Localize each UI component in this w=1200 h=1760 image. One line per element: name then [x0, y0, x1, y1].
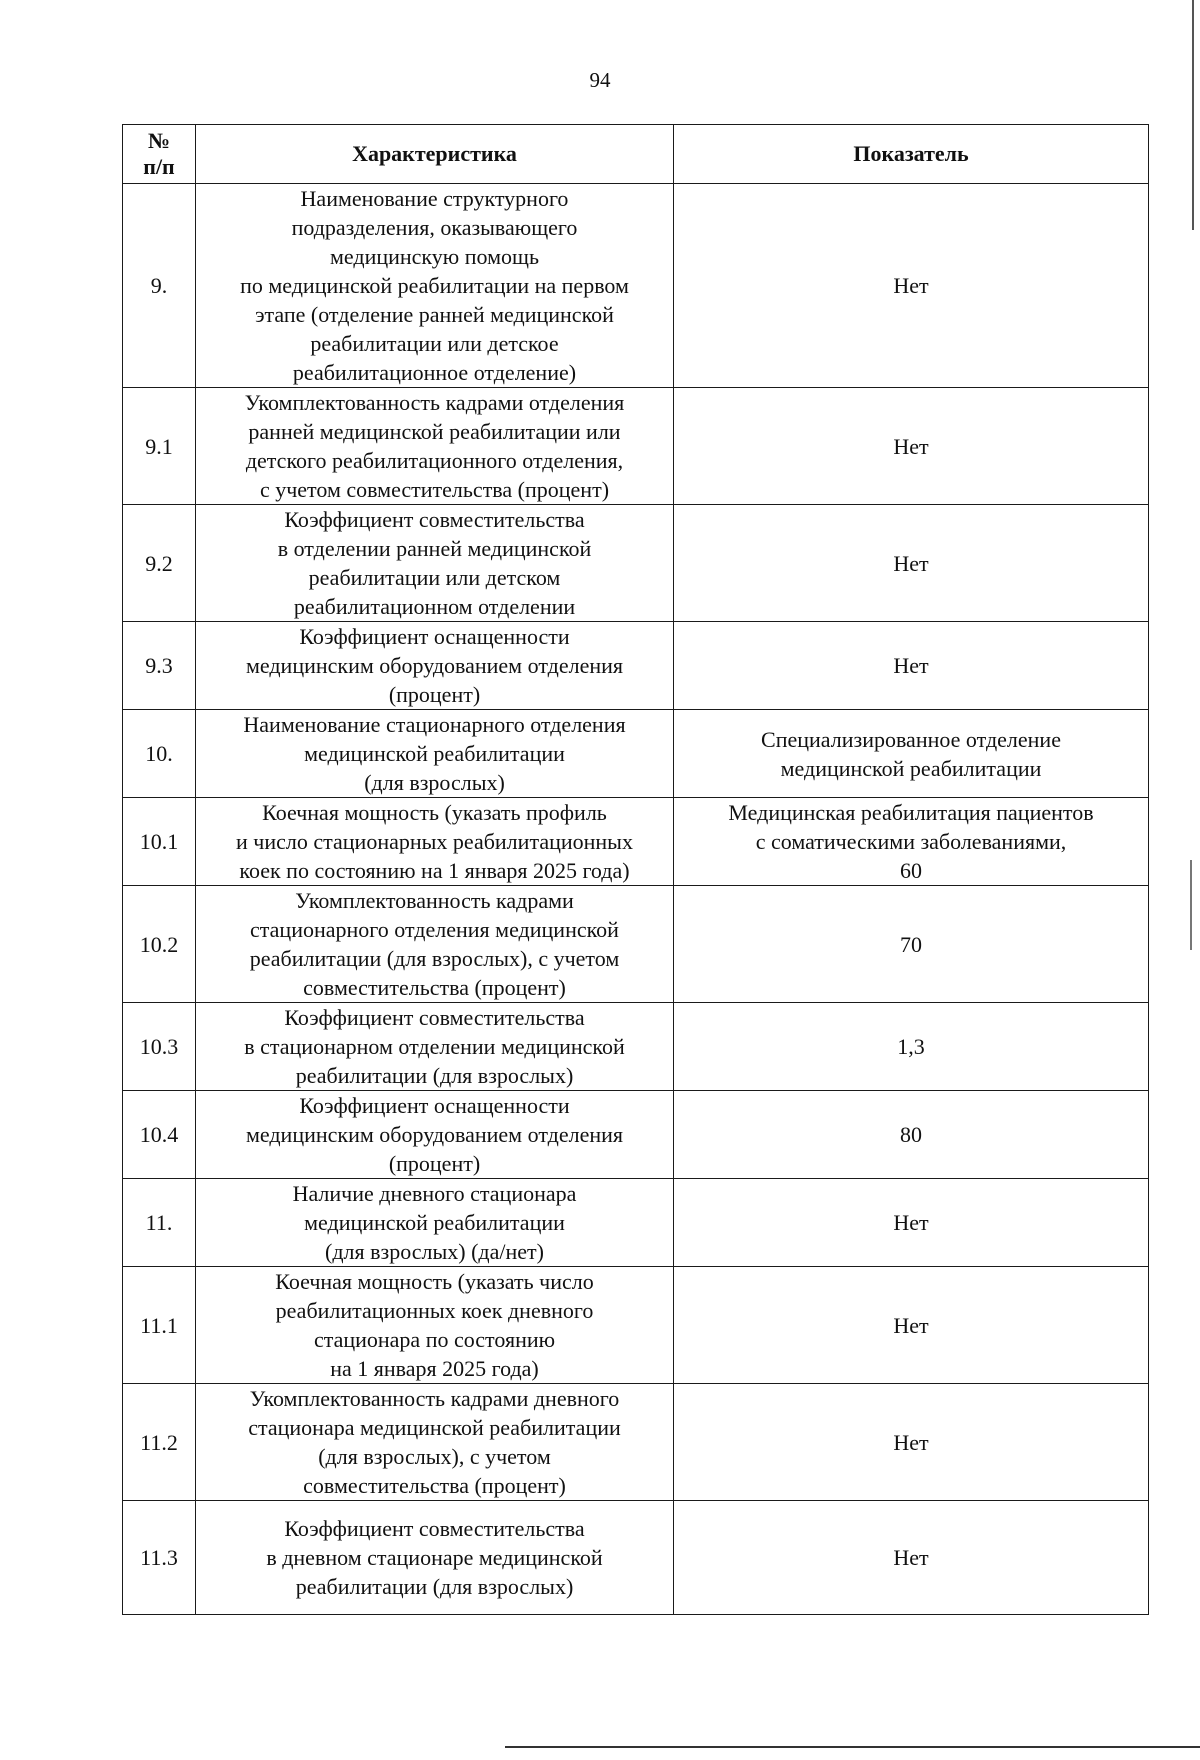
table-row — [123, 1267, 1149, 1384]
table-row — [123, 505, 1149, 622]
header-value: Показатель — [674, 125, 1149, 184]
row-value: Нет — [674, 184, 1149, 388]
table-header-row — [123, 125, 1149, 184]
row-characteristic: Коэффициент совместительства в дневном стационаре медицинской реабилитации (для взрослых) — [196, 1501, 674, 1615]
table-row — [123, 798, 1149, 886]
row-num: 10.2 — [123, 886, 196, 1003]
row-value: 1,3 — [674, 1003, 1149, 1091]
table-row — [123, 1003, 1149, 1091]
row-value: 80 — [674, 1091, 1149, 1179]
table-row — [123, 1501, 1149, 1615]
row-characteristic: Коечная мощность (указать профиль и число стационарных реабилитационных коек по состоянию на 1 января 2025 года) — [196, 798, 674, 886]
table-row — [123, 886, 1149, 1003]
row-value: Медицинская реабилитация пациентов с соматическими заболеваниями, 60 — [674, 798, 1149, 886]
row-characteristic: Коэффициент оснащенности медицинским оборудованием отделения (процент) — [196, 622, 674, 710]
row-value: Нет — [674, 1501, 1149, 1615]
scan-edge-line — [1192, 0, 1194, 230]
row-num: 10.3 — [123, 1003, 196, 1091]
row-num: 11.2 — [123, 1384, 196, 1501]
row-value: Нет — [674, 388, 1149, 505]
row-characteristic: Коэффициент совместительства в отделении ранней медицинской реабилитации или детском реабилитационном отделении — [196, 505, 674, 622]
row-num: 10.4 — [123, 1091, 196, 1179]
row-characteristic: Наличие дневного стационара медицинской реабилитации (для взрослых) (да/нет) — [196, 1179, 674, 1267]
row-num: 10.1 — [123, 798, 196, 886]
row-value: Специализированное отделение медицинской реабилитации — [674, 710, 1149, 798]
page-number: 94 — [589, 68, 611, 92]
row-value: Нет — [674, 622, 1149, 710]
row-num: 11.1 — [123, 1267, 196, 1384]
table-row — [123, 388, 1149, 505]
row-characteristic: Укомплектованность кадрами дневного стационара медицинской реабилитации (для взрослых), с учетом совместительства (процент) — [196, 1384, 674, 1501]
row-value: Нет — [674, 1384, 1149, 1501]
row-characteristic: Наименование стационарного отделения медицинской реабилитации (для взрослых) — [196, 710, 674, 798]
row-characteristic: Коэффициент совместительства в стационарном отделении медицинской реабилитации (для взрослых) — [196, 1003, 674, 1091]
row-num: 10. — [123, 710, 196, 798]
row-value: Нет — [674, 1179, 1149, 1267]
table-row — [123, 710, 1149, 798]
row-characteristic: Наименование структурного подразделения, оказывающего медицинскую помощь по медицинской реабилитации на первом этапе (отделение ранней медицинской реабилитации или детское реабилитационное отделение) — [196, 184, 674, 388]
table-row — [123, 1384, 1149, 1501]
scan-edge-line — [1190, 860, 1192, 950]
table-row — [123, 1091, 1149, 1179]
row-characteristic: Укомплектованность кадрами отделения ранней медицинской реабилитации или детского реабилитационного отделения, с учетом совместительства (процент) — [196, 388, 674, 505]
header-characteristic: Характеристика — [196, 125, 674, 184]
indicator-table — [122, 124, 1149, 1615]
row-num: 9. — [123, 184, 196, 388]
scan-bottom-rule — [505, 1746, 1200, 1748]
row-value: Нет — [674, 1267, 1149, 1384]
row-num: 11.3 — [123, 1501, 196, 1615]
row-num: 9.1 — [123, 388, 196, 505]
row-characteristic: Коэффициент оснащенности медицинским оборудованием отделения (процент) — [196, 1091, 674, 1179]
table-row — [123, 184, 1149, 388]
table-row — [123, 1179, 1149, 1267]
table-row — [123, 622, 1149, 710]
row-num: 11. — [123, 1179, 196, 1267]
row-characteristic: Коечная мощность (указать число реабилитационных коек дневного стационара по состоянию на 1 января 2025 года) — [196, 1267, 674, 1384]
row-characteristic: Укомплектованность кадрами стационарного отделения медицинской реабилитации (для взрослых), с учетом совместительства (процент) — [196, 886, 674, 1003]
row-num: 9.3 — [123, 622, 196, 710]
header-num: № п/п — [123, 125, 196, 184]
row-value: 70 — [674, 886, 1149, 1003]
row-num: 9.2 — [123, 505, 196, 622]
row-value: Нет — [674, 505, 1149, 622]
